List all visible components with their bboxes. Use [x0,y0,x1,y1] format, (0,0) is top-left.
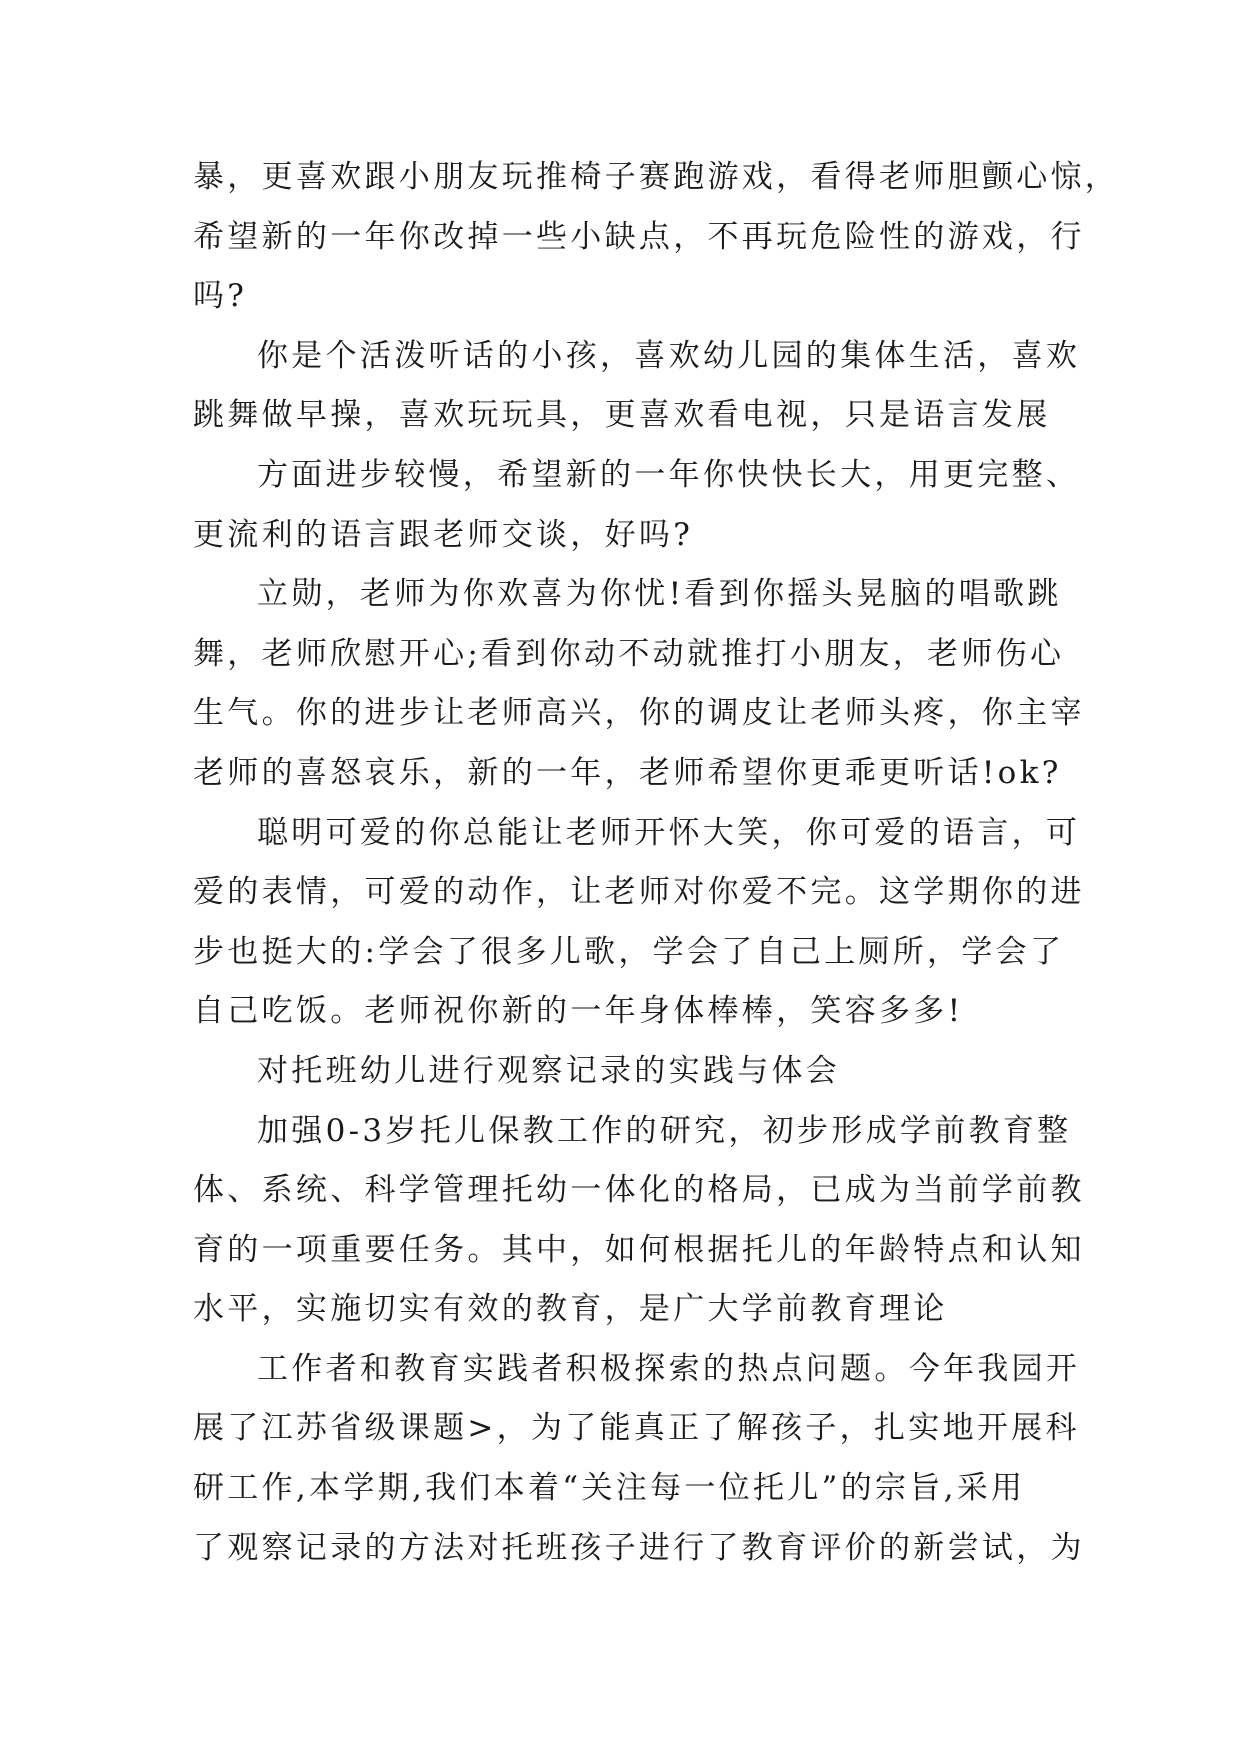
text-line: 暴，更喜欢跟小朋友玩推椅子赛跑游戏，看得老师胆颤心惊， [193,159,1120,195]
text-line: 跳舞做早操，喜欢玩玩具，更喜欢看电视，只是语言发展 [193,397,1051,434]
text-line: 生气。你的进步让老师高兴，你的调皮让老师头疼，你主宰 [193,695,1085,732]
text-line: 吗? [193,278,248,315]
text-line: 你是个活泼听话的小孩，喜欢幼儿园的集体生活，喜欢 [257,337,1081,374]
text-line: 展了江苏省级课题>，为了能真正了解孩子，扎实地开展科 [193,1410,1080,1447]
text-line: 水平，实施切实有效的教育，是广大学前教育理论 [193,1291,948,1328]
text-line: 工作者和教育实践者积极探索的热点问题。今年我园开 [257,1350,1081,1387]
text-line: 聪明可爱的你总能让老师开怀大笑，你可爱的语言，可 [257,814,1081,851]
text-line: 立勋，老师为你欢喜为你忧!看到你摇头晃脑的唱歌跳 [257,576,1062,613]
text-line: 舞，老师欣慰开心;看到你动不动就推打小朋友，老师伤心 [193,635,1065,672]
text-line: 步也挺大的:学会了很多儿歌，学会了自己上厕所，学会了 [193,933,1065,970]
text-line: 育的一项重要任务。其中，如何根据托儿的年龄特点和认知 [193,1231,1085,1268]
text-line: 研工作,本学期,我们本着“关注每一位托儿”的宗旨,采用 [193,1470,1026,1507]
text-line: 老师的喜怒哀乐，新的一年，老师希望你更乖更听话!ok? [193,754,1062,791]
text-line: 希望新的一年你改掉一些小缺点，不再玩危险性的游戏，行 [193,218,1085,255]
document-page [193,148,1120,1578]
text-line: 了观察记录的方法对托班孩子进行了教育评价的新尝试，为 [193,1529,1085,1566]
text-line: 方面进步较慢，希望新的一年你快快长大，用更完整、 [257,456,1081,493]
section-heading: 对托班幼儿进行观察记录的实践与体会 [257,1052,841,1089]
text-line: 爱的表情，可爱的动作，让老师对你爱不完。这学期你的进 [193,874,1085,911]
text-line: 自己吃饭。老师祝你新的一年身体棒棒，笑容多多! [193,993,964,1030]
text-line: 更流利的语言跟老师交谈，好吗? [193,516,694,553]
text-line: 体、系统、科学管理托幼一体化的格局，已成为当前学前教 [193,1172,1085,1209]
text-line: 加强0-3岁托儿保教工作的研究，初步形成学前教育整 [257,1112,1072,1149]
